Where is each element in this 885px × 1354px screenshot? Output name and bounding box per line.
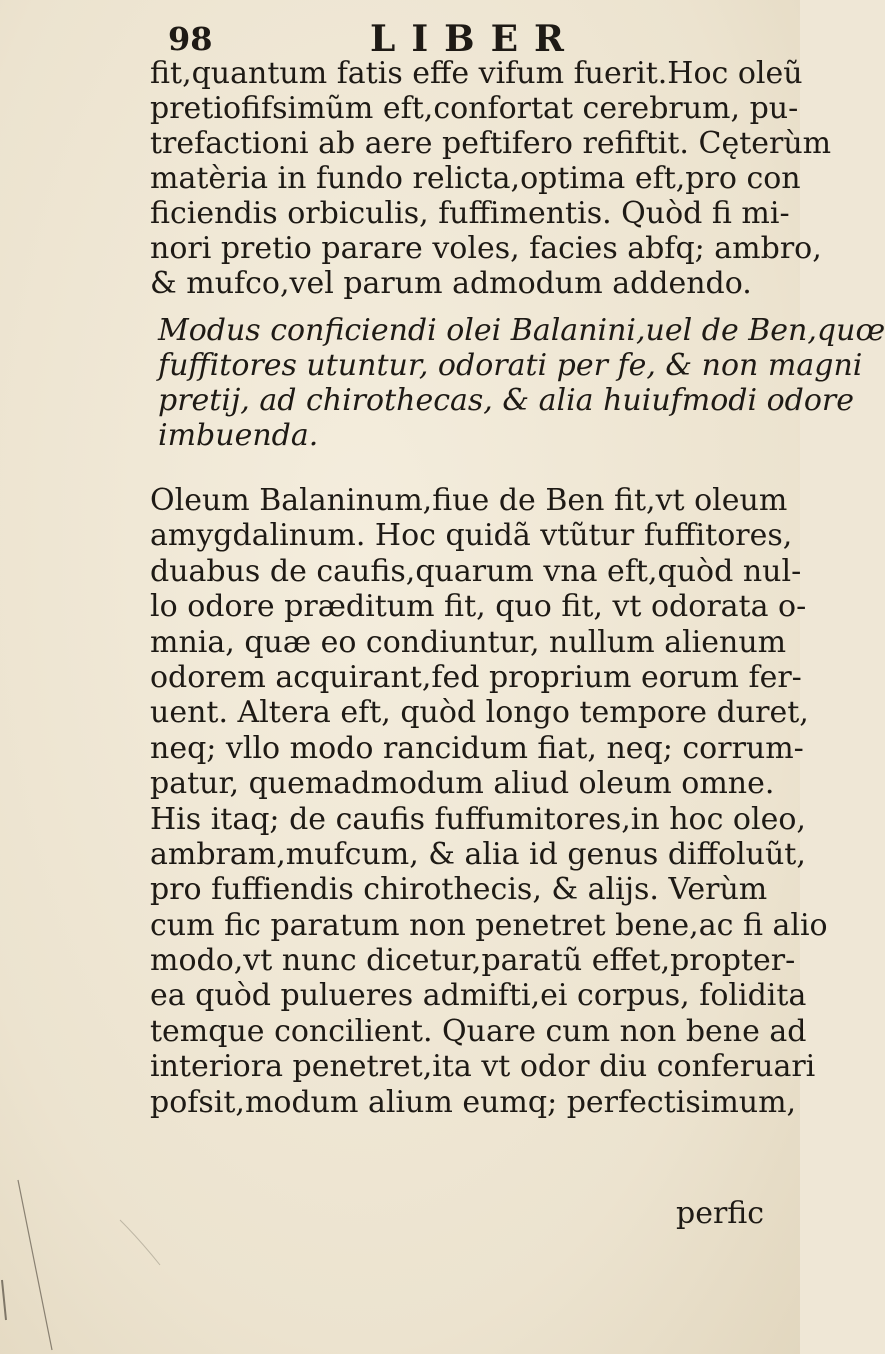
text-line: lo odore præditum fit, quo fit, vt odorata o- xyxy=(150,589,807,625)
text-line: pro fuffiendis chirothecis, & alijs. Verùm xyxy=(150,872,768,908)
text-line: & mufco,vel parum admodum addendo. xyxy=(150,266,752,301)
text-line: neq; vllo modo rancidum fiat, neq; corrum- xyxy=(150,730,804,766)
text-line: odorem acquirant,fed proprium eorum fer- xyxy=(150,659,802,695)
body-text xyxy=(150,56,885,1120)
text-line: duabus de caufis,quarum vna eft,quòd nul- xyxy=(150,553,802,589)
text-line: Oleum Balaninum,fiue de Ben fit,vt oleum xyxy=(150,483,788,518)
text-line: trefactioni ab aere peftifero refiftit. Cęterùm xyxy=(150,126,832,161)
section-heading xyxy=(158,313,885,453)
paragraph xyxy=(150,56,832,301)
text-line: pofsit,modum alium eumq; perfectisimum, xyxy=(150,1084,797,1120)
text-line: pretiofifsimũm eft,confortat cerebrum, pu- xyxy=(150,91,799,126)
text-line: uent. Altera eft, quòd longo tempore duret, xyxy=(150,695,809,731)
text-line: matèria in fundo relicta,optima eft,pro con xyxy=(150,161,801,196)
running-head: LIBER xyxy=(370,18,580,60)
text-line: fit,quantum fatis effe vifum fuerit.Hoc oleũ xyxy=(150,56,803,91)
text-line: cum fic paratum non penetret bene,ac fi alio xyxy=(150,907,828,943)
text-line: modo,vt nunc dicetur,paratũ effet,propter- xyxy=(150,943,796,979)
catchword: perfic xyxy=(676,1196,765,1231)
page-number: 98 xyxy=(168,20,213,58)
text-line: nori pretio parare voles, facies abfq; ambro, xyxy=(150,231,822,266)
heading-line: imbuenda. xyxy=(158,418,319,453)
text-line: mnia, quæ eo condiuntur, nullum alienum xyxy=(150,624,787,660)
heading-line: fuffitores utuntur, odorati per fe, & non magni xyxy=(158,348,863,383)
text-line: patur, quemadmodum aliud oleum omne. xyxy=(150,766,775,802)
text-line: ea quòd pulueres admifti,ei corpus, folidita xyxy=(150,978,807,1014)
text-line: temque concilient. Quare cum non bene ad xyxy=(150,1013,807,1049)
margin-stains xyxy=(0,1170,200,1354)
heading-line: pretij, ad chirothecas, & alia huiufmodi odore xyxy=(158,383,855,418)
paragraph xyxy=(150,483,828,1120)
text-line: ficiendis orbiculis, fuffimentis. Quòd fi mi- xyxy=(150,196,790,231)
text-line: His itaq; de caufis fuffumitores,in hoc oleo, xyxy=(150,801,806,837)
text-line: interiora penetret,ita vt odor diu conferuari xyxy=(150,1049,816,1085)
heading-line: Modus conficiendi olei Balanini,uel de Ben,quœ xyxy=(158,313,885,348)
text-line: ambram,mufcum, & alia id genus diffoluũt, xyxy=(150,836,806,872)
text-line: amygdalinum. Hoc quidã vtũtur fuffitores, xyxy=(150,518,793,554)
